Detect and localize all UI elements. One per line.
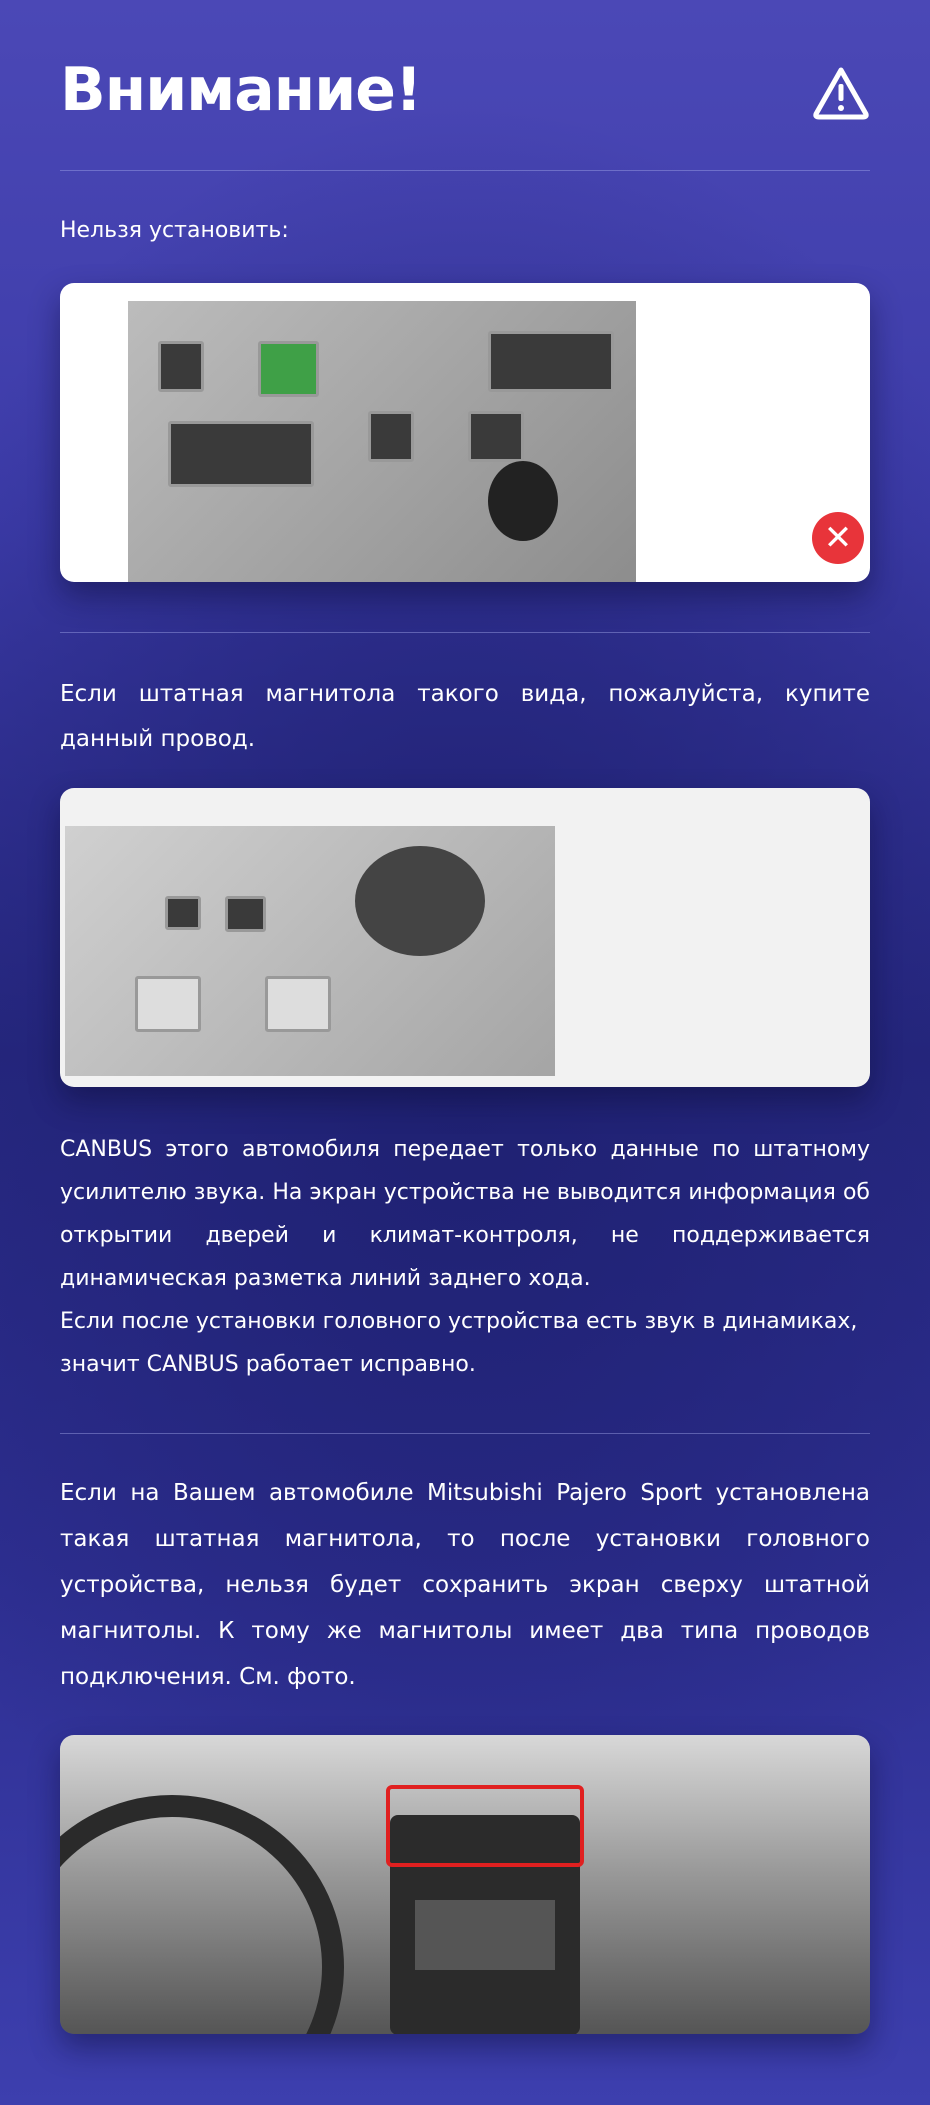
pajero-sport-note-text: Если на Вашем автомобиле Mitsubishi Pajero Sport установлена такая штатная магнитола, то после установки головного устройства, нельзя будет сохранить экран сверху штатной магнитолы. К тому же магнитолы имеет два типа проводов подключения. См. фото.	[60, 1480, 870, 1690]
canbus-check-text: Если после установки головного устройства есть звук в динамиках, значит CANBUS работает исправно.	[60, 1309, 858, 1377]
divider	[60, 632, 870, 633]
canbus-info	[60, 1128, 870, 1386]
divider	[60, 1433, 870, 1434]
cannot-install-label: Нельзя установить:	[60, 218, 289, 243]
divider	[60, 170, 870, 171]
head-unit-photo-1	[60, 283, 870, 582]
canbus-limitations-text: CANBUS этого автомобиля передает только данные по штатному усилителю звука. На экран устройства не выводится информация об открытии дверей и климат-контроля, не поддерживается динамическая разметка линий заднего хода.	[60, 1137, 870, 1291]
head-unit-photo-2	[60, 788, 870, 1087]
dashboard-photo	[60, 1735, 870, 2034]
wire-note-text: Если штатная магнитола такого вида, пожалуйста, купите данный провод.	[60, 681, 870, 752]
page-title: Внимание!	[60, 55, 422, 125]
close-circle-icon: ✕	[812, 512, 864, 564]
highlight-frame	[386, 1785, 584, 1867]
warning-triangle-icon	[812, 66, 870, 120]
